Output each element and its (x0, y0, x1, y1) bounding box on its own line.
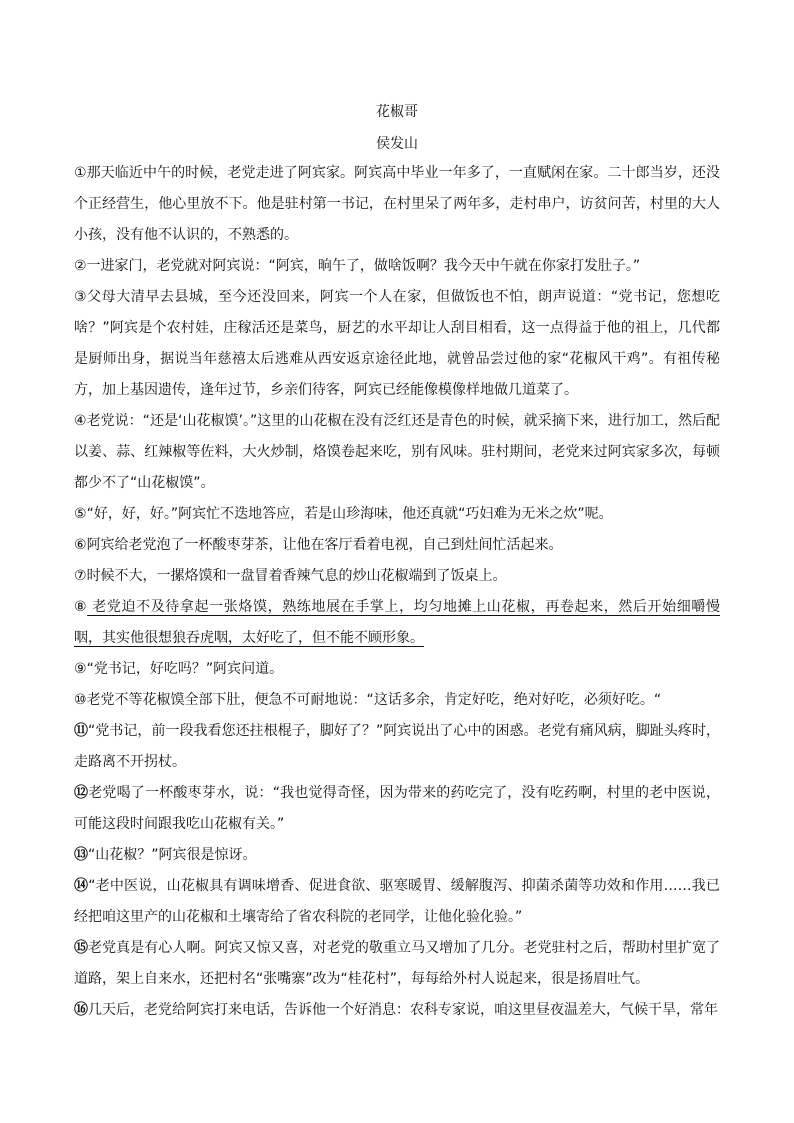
paragraph-text: 时候不大，一摞烙馍和一盘冒着香辣气息的炒山花椒端到了饭桌上。 (86, 568, 507, 584)
paragraph-5 (74, 499, 720, 530)
paragraph-text: 几天后，老党给阿宾打来电话，告诉他一个好消息：农科专家说，咱这里昼夜温差大，气候干旱，常年 (88, 1002, 718, 1018)
paragraph-number: ④ (74, 413, 87, 429)
paragraph-text: 老党不等花椒馍全部下肚，便急不可耐地说：“这话多余，肯定好吃，绝对好吃，必须好吃。“ (86, 692, 662, 708)
paragraph-15 (74, 933, 720, 995)
paragraph-text: 一进家门，老党就对阿宾说：“阿宾，晌午了，做啥饭啊？我今天中午就在你家打发肚子。” (86, 258, 641, 274)
paragraph-text: 老党迫不及待拿起一张烙馍，熟练地展在手掌上，均匀地摊上山花椒，再卷起来，然后开始细嚼慢咽，其实他很想狼吞虎咽，太好吃了，但不能不顾形象。 (74, 599, 720, 646)
article-title: 花椒哥 (376, 104, 418, 120)
paragraph-8-underlined (74, 592, 720, 654)
paragraph-7 (74, 561, 720, 592)
paragraph-3 (74, 282, 720, 406)
paragraph-number: ③ (74, 289, 88, 305)
paragraph-13 (74, 840, 720, 871)
paragraph-text: 那天临近中午的时候，老党走进了阿宾家。阿宾高中毕业一年多了，一直赋闲在家。二十郎当岁，还没个正经营生，他心里放不下。他是驻村第一书记，在村里呆了两年多，走村串户，访贫问苦，村里的大人小孩，没有他不认识的，不熟悉的。 (74, 165, 720, 243)
paragraph-number: ⑯ (74, 1002, 88, 1018)
paragraph-text: 老党喝了一杯酸枣芽水，说：“我也觉得奇怪，因为带来的药吃完了，没有吃药啊，村里的老中医说，可能这段时间跟我吃山花椒有关。” (74, 785, 720, 832)
paragraph-text: “党书记，前一段我看您还拄根棍子，脚好了？”阿宾说出了心中的困惑。老党有痛风病，脚趾头疼时，走路离不开拐杖。 (74, 723, 721, 770)
paragraph-text: 阿宾给老党泡了一杯酸枣芽茶，让他在客厅看着电视，自己到灶间忙活起来。 (86, 537, 563, 553)
paragraph-number: ② (74, 258, 87, 274)
paragraph-9 (74, 654, 720, 685)
paragraph-1 (74, 158, 720, 251)
paragraph-number: ⑮ (74, 940, 89, 956)
paragraph-14 (74, 871, 720, 933)
paragraph-12 (74, 778, 720, 840)
paragraph-text: “山花椒？”阿宾很是惊讶。 (88, 847, 257, 863)
article-body (74, 158, 720, 1026)
paragraph-text: 父母大清早去县城，至今还没回来，阿宾一个人在家，但做饭也不怕，朗声说道：“党书记，您想吃啥？”阿宾是个农村娃，庄稼活还是菜鸟，厨艺的水平却让人刮目相看，这一点得益于他的祖上，几代都是厨师出身，据说当年慈禧太后逃难从西安返京途径此地，就曾品尝过他的家“花椒风干鸡”。有祖传秘方，加上基因遗传，逢年过节，乡亲们待客，阿宾已经能像模像样地做几道菜了。 (74, 289, 720, 398)
paragraph-11 (74, 716, 720, 778)
paragraph-text: “党书记，好吃吗？”阿宾问道。 (86, 661, 284, 677)
paragraph-text: 老党真是有心人啊。阿宾又惊又喜，对老党的敬重立马又增加了几分。老党驻村之后，帮助村里扩宽了道路，架上自来水，还把村名“张嘴寨”改为“桂花村”，每每给外村人说起来，很是扬眉吐气。 (74, 940, 720, 987)
paragraph-number: ① (74, 165, 87, 181)
paragraph-number: ⑩ (74, 692, 87, 708)
paragraph-number: ⑧ (74, 599, 88, 615)
paragraph-text: “老中医说，山花椒具有调味增香、促进食欲、驱寒暖胃、缓解腹泻、抑菌杀菌等功效和作用……我已经把咱这里产的山花椒和土壤寄给了省农科院的老同学，让他化验化验。” (74, 878, 720, 925)
paragraph-10 (74, 685, 720, 716)
paragraph-number: ⑪ (74, 723, 89, 739)
paragraph-number: ⑦ (74, 568, 87, 584)
paragraph-number: ⑫ (74, 785, 89, 801)
paragraph-text: “好，好，好。”阿宾忙不迭地答应，若是山珍海味，他还真就“巧妇难为无米之炊”呢。 (86, 506, 613, 522)
paragraph-16 (74, 995, 720, 1026)
paragraph-number: ⑤ (74, 506, 87, 522)
paragraph-6 (74, 530, 720, 561)
paragraph-2 (74, 251, 720, 282)
paragraph-number: ⑨ (74, 661, 87, 677)
paragraph-number: ⑬ (74, 847, 88, 863)
article-author: 侯发山 (376, 136, 418, 152)
paragraph-number: ⑭ (74, 878, 89, 894)
paragraph-number: ⑥ (74, 537, 87, 553)
paragraph-4 (74, 406, 720, 499)
paragraph-text: 老党说：“还是‘山花椒馍’。”这里的山花椒在没有泛红还是青色的时候，就采摘下来，进行加工，然后配以姜、蒜、红辣椒等佐料，大火炒制，烙馍卷起来吃，别有风味。驻村期间，老党来过阿宾家多次，每顿都少不了“山花椒馍”。 (74, 413, 720, 491)
